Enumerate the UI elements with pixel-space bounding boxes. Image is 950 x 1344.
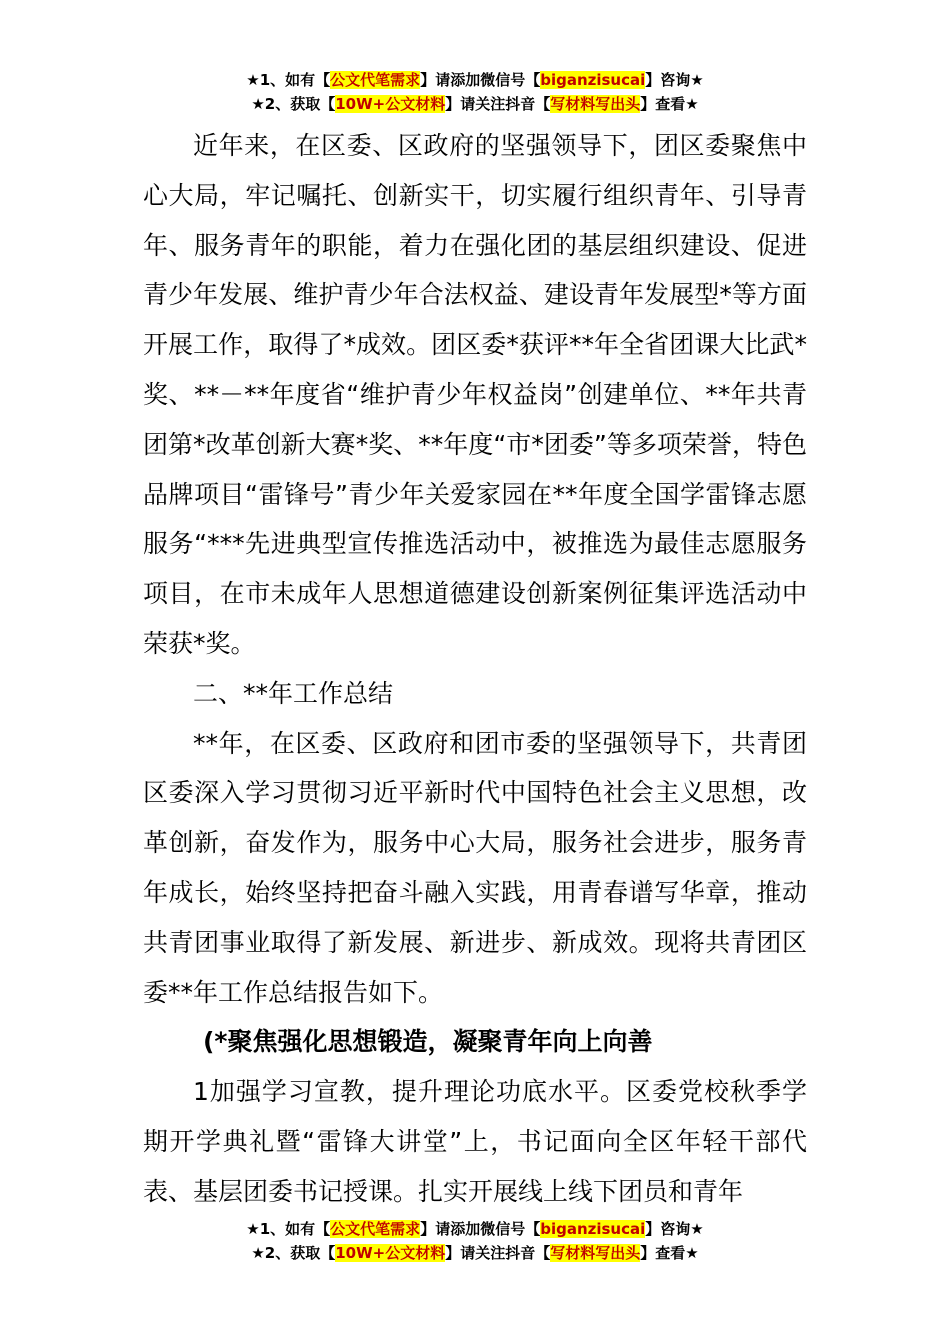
banner-highlight: biganzisucai — [540, 71, 646, 89]
banner-text: 】请添加微信号【 — [420, 1220, 541, 1238]
banner-text: 】查看★ — [640, 1244, 699, 1262]
paragraph-intro: 近年来，在区委、区政府的坚强领导下，团区委聚焦中心大局，牢记嘱托、创新实干，切实履行组织青年、引导青年、服务青年的职能，着力在强化团的基层组织建设、促进青少年发展、维护青少年合法权益、建设青年发展型*等方面开展工作，取得了*成效。团区委*获评**年全省团课大比武*奖、**－**年度省“维护青少年权益岗”创建单位、**年共青团第*改革创新大赛*奖、**年度“市*团委”等多项荣誉，特色品牌项目“雷锋号”青少年关爱家园在**年度全国学雷锋志愿服务“***先进典型宣传推选活动中，被推选为最佳志愿服务项目，在市未成年人思想道德建设创新案例征集评选活动中荣获*奖。 — [143, 131, 807, 658]
banner-line-1 — [0, 1217, 950, 1241]
banner-text: 】请添加微信号【 — [420, 71, 541, 89]
banner-text: ★1、如有【 — [246, 71, 331, 89]
banner-text: ★1、如有【 — [246, 1220, 331, 1238]
banner-text: 】请关注抖音【 — [445, 95, 551, 113]
banner-text: 】查看★ — [640, 95, 699, 113]
paragraph-summary: **年，在区委、区政府和团市委的坚强领导下，共青团区委深入学习贯彻习近平新时代中国特色社会主义思想，改革创新，奋发作为，服务中心大局，服务社会进步，服务青年成长，始终坚持把奋斗融入实践，用青春谱写华章，推动共青团事业取得了新发展、新进步、新成效。现将共青团区委**年工作总结报告如下。 — [143, 728, 807, 1007]
banner-highlight: 写材料写出头 — [550, 95, 641, 113]
banner-highlight: biganzisucai — [540, 1220, 646, 1238]
section-heading-summary: 二、**年工作总结 — [193, 678, 394, 708]
banner-text: 】咨询★ — [645, 1220, 704, 1238]
banner-line-1 — [0, 68, 950, 92]
banner-highlight: 公文代笔需求 — [330, 1220, 421, 1238]
banner-highlight: 公文代笔需求 — [330, 71, 421, 89]
banner-highlight: 10W+公文材料 — [335, 1244, 446, 1262]
banner-text: ★2、获取【 — [251, 1244, 336, 1262]
bottom-banner — [0, 1217, 950, 1265]
subsection-heading: (*聚焦强化思想锻造，凝聚青年向上向善 — [203, 1027, 653, 1057]
banner-highlight: 10W+公文材料 — [335, 95, 446, 113]
banner-line-2 — [0, 92, 950, 116]
banner-highlight: 写材料写出头 — [550, 1244, 641, 1262]
paragraph-study: 1加强学习宣教，提升理论功底水平。区委党校秋季学期开学典礼暨“雷锋大讲堂”上，书记面向全区年轻干部代表、基层团委书记授课。扎实开展线上线下团员和青年 — [143, 1077, 807, 1206]
banner-text: ★2、获取【 — [251, 95, 336, 113]
banner-text: 】咨询★ — [645, 71, 704, 89]
banner-line-2 — [0, 1241, 950, 1265]
document-body — [143, 121, 807, 1217]
top-banner — [0, 68, 950, 116]
banner-text: 】请关注抖音【 — [445, 1244, 551, 1262]
